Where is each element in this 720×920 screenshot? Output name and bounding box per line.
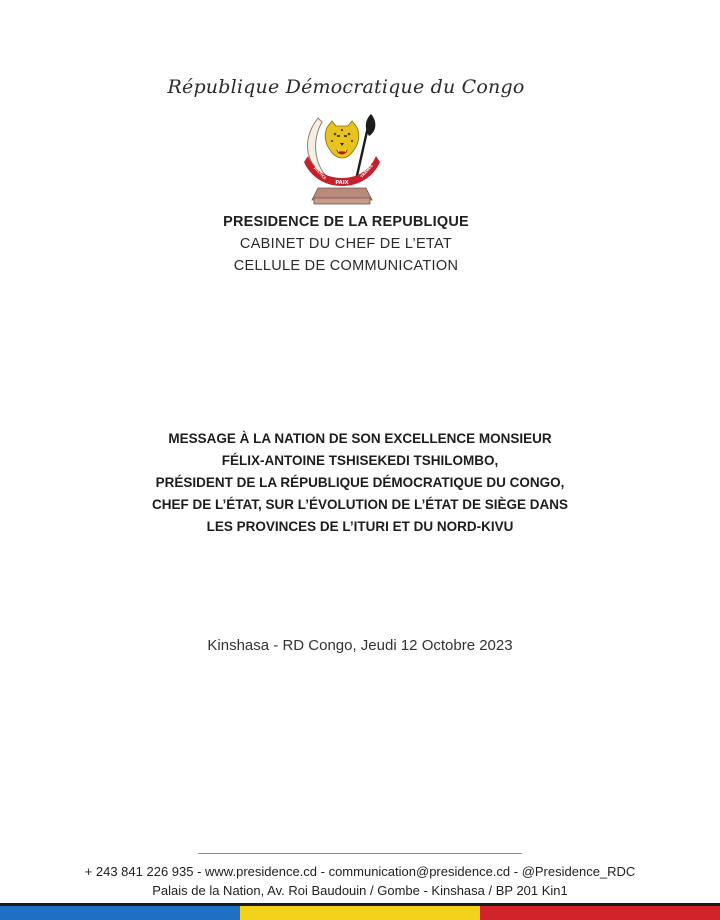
message-title-line: MESSAGE À LA NATION DE SON EXCELLENCE MONSIEUR (168, 431, 552, 446)
cabinet-title: CABINET DU CHEF DE L’ETAT (239, 236, 453, 252)
footer-contact: + 243 841 226 935 - www.presidence.cd - communication@presidence.cd - @Presidence_RDC (84, 864, 636, 879)
message-title-line: FÉLIX-ANTOINE TSHISEKEDI TSHILOMBO, (221, 453, 499, 468)
ribbon-justice: JUSTICE (313, 165, 327, 181)
footer-divider (198, 853, 522, 854)
footer (0, 862, 720, 900)
coat-of-arms-emblem (296, 112, 388, 208)
ribbon-paix: PAIX (335, 180, 349, 186)
footer-address: Palais de la Nation, Av. Roi Baudouin / Gombe - Kinshasa / BP 201 Kin1 (152, 883, 568, 898)
place-and-date: Kinshasa - RD Congo, Jeudi 12 Octobre 2023 (207, 637, 513, 654)
ribbon-travail: TRAVAIL (359, 163, 374, 179)
communication-cell-title: CELLULE DE COMMUNICATION (233, 258, 459, 274)
flag-bar-top-band (0, 903, 720, 906)
country-name: République Démocratique du Congo (167, 76, 525, 98)
message-title-line: PRÉSIDENT DE LA RÉPUBLIQUE DÉMOCRATIQUE DU CONGO, (155, 475, 565, 490)
message-title-line: LES PROVINCES DE L’ITURI ET DU NORD-KIVU (206, 519, 514, 534)
message-title (0, 428, 720, 538)
presidency-title: PRESIDENCE DE LA REPUBLIQUE (223, 214, 469, 230)
office-header (0, 211, 692, 277)
flag-color-bar (0, 903, 720, 920)
message-title-line: CHEF DE L’ÉTAT, SUR L’ÉVOLUTION DE L’ÉTAT DE SIÈGE DANS (151, 497, 569, 512)
